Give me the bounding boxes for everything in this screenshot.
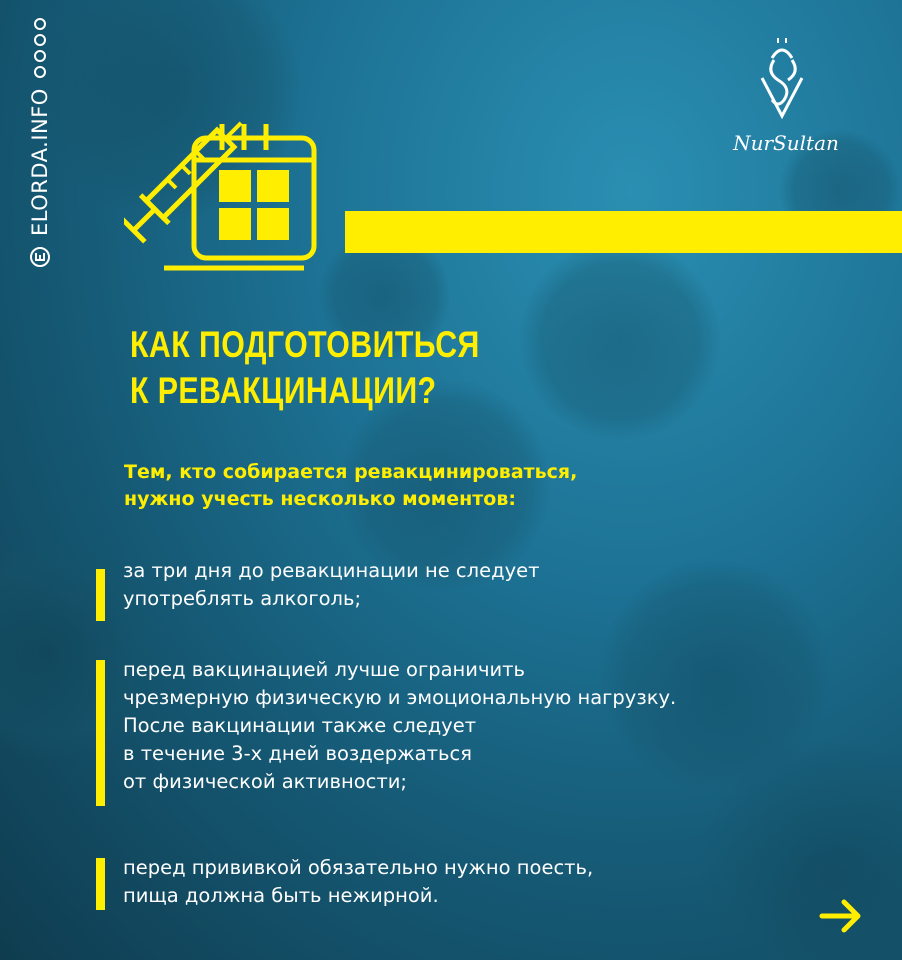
facebook-icon bbox=[34, 18, 46, 30]
side-brand bbox=[28, 28, 68, 278]
social-icons bbox=[34, 18, 46, 78]
title-line-1: КАК ПОДГОТОВИТЬСЯ bbox=[130, 324, 480, 365]
intro-line-1: Тем, кто собирается ревакцинироваться, bbox=[124, 461, 578, 483]
elorda-logo-icon bbox=[29, 246, 51, 268]
item-text: перед вакцинацией лучше ограничить чрезмерную физическую и эмоциональную нагрузку. После вакцинации также следует в течение 3-х дней воздержаться от физической активности; bbox=[123, 658, 677, 793]
item-marker bbox=[96, 569, 105, 621]
list-item bbox=[96, 557, 539, 621]
page-title bbox=[130, 322, 480, 414]
intro-text bbox=[124, 459, 577, 513]
intro-line-2: нужно учесть несколько моментов: bbox=[124, 488, 516, 510]
item-text: за три дня до ревакцинации не следует употреблять алкоголь; bbox=[123, 559, 540, 610]
item-text: перед прививкой обязательно нужно поесть, пища должна быть нежирной. bbox=[123, 856, 594, 907]
accent-bar bbox=[345, 211, 902, 253]
virus-decoration bbox=[520, 240, 720, 440]
list-item bbox=[96, 656, 676, 806]
vaccine-calendar-icon bbox=[124, 98, 324, 283]
nursultan-logo-icon bbox=[716, 38, 856, 168]
title-line-2: К РЕВАКЦИНАЦИИ? bbox=[130, 370, 437, 411]
youtube-icon bbox=[34, 34, 46, 46]
telegram-icon bbox=[34, 50, 46, 62]
arrow-right-icon[interactable] bbox=[818, 892, 866, 940]
instagram-icon bbox=[34, 66, 46, 78]
site-name: ELORDA.INFO bbox=[28, 88, 52, 236]
item-marker bbox=[96, 660, 105, 806]
list-item bbox=[96, 854, 593, 910]
item-marker bbox=[96, 858, 105, 910]
logo-text: NurSultan bbox=[733, 131, 839, 155]
side-brand-text bbox=[28, 18, 52, 268]
